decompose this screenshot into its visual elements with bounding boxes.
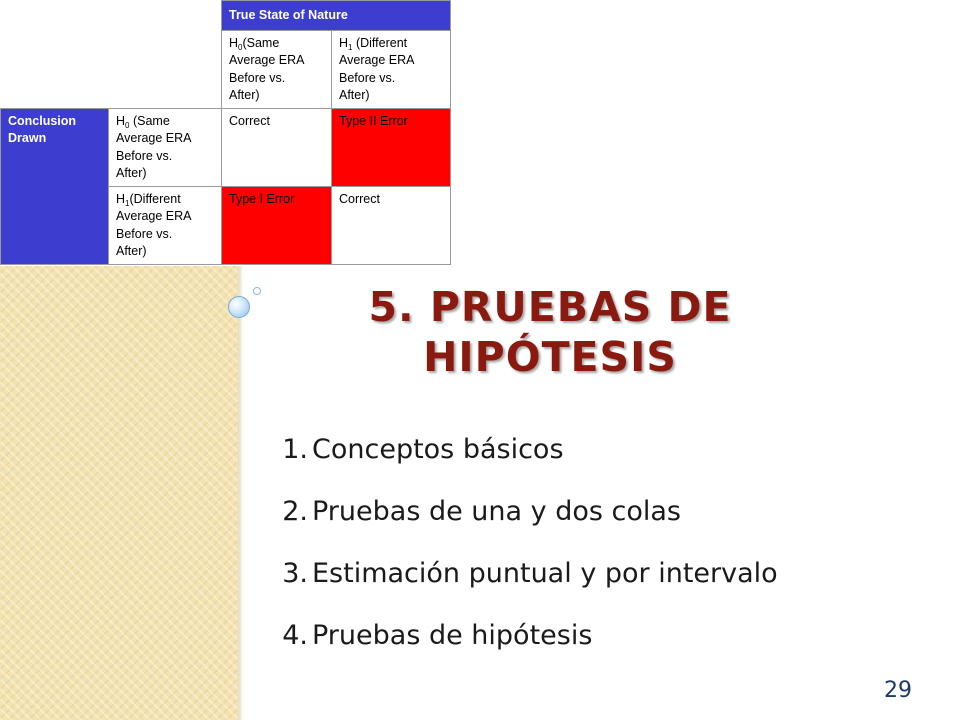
page-number: 29 (884, 678, 912, 703)
slide-title-line2: HIPÓTESIS (423, 333, 677, 381)
list-item-number: 2. (282, 496, 308, 527)
table-header-row (1, 1, 451, 31)
cell-correct-h1: Correct (332, 187, 451, 265)
column-h1-cell: $H_1$ (Different Average ERA Before vs. After) (332, 31, 451, 109)
list-item-text: Pruebas de una y dos colas (312, 496, 681, 527)
list-item-number: 1. (282, 434, 308, 465)
list-item (272, 552, 778, 614)
cell-correct-h0: Correct (222, 109, 332, 187)
decorative-side-panel (0, 266, 238, 720)
row-h1-cell: $H_1(Different$ Average ERA Before vs. After) (109, 187, 222, 265)
slide-title (300, 282, 800, 382)
list-item-number: 3. (282, 558, 308, 589)
list-item-text: Pruebas de hipótesis (312, 620, 593, 651)
cell-type-i-error: Type I Error (222, 187, 332, 265)
list-item (272, 614, 778, 676)
true-state-header: True State of Nature (222, 1, 451, 31)
conclusion-drawn-header: Conclusion Drawn (1, 109, 109, 265)
list-item-number: 4. (282, 620, 308, 651)
bubble-icon (228, 296, 250, 318)
slide-title-line1: 5. PRUEBAS DE (368, 283, 732, 331)
small-bubble-icon (253, 287, 261, 295)
error-matrix (0, 0, 451, 265)
cell-type-ii-error: Type II Error (332, 109, 451, 187)
table-row-h0 (1, 109, 451, 187)
row-h0-cell: $H_0$ (Same Average ERA Before vs. After) (109, 109, 222, 187)
topic-list (272, 428, 778, 676)
hypothesis-error-table (0, 0, 452, 264)
side-panel-edge (238, 266, 242, 720)
column-h0-cell: $H_0(Same$ Average ERA Before vs. After) (222, 31, 332, 109)
list-item (272, 428, 778, 490)
table-hypothesis-row (1, 31, 451, 109)
list-item-text: Conceptos básicos (312, 434, 564, 465)
list-item-text: Estimación puntual y por intervalo (312, 558, 778, 589)
list-item (272, 490, 778, 552)
